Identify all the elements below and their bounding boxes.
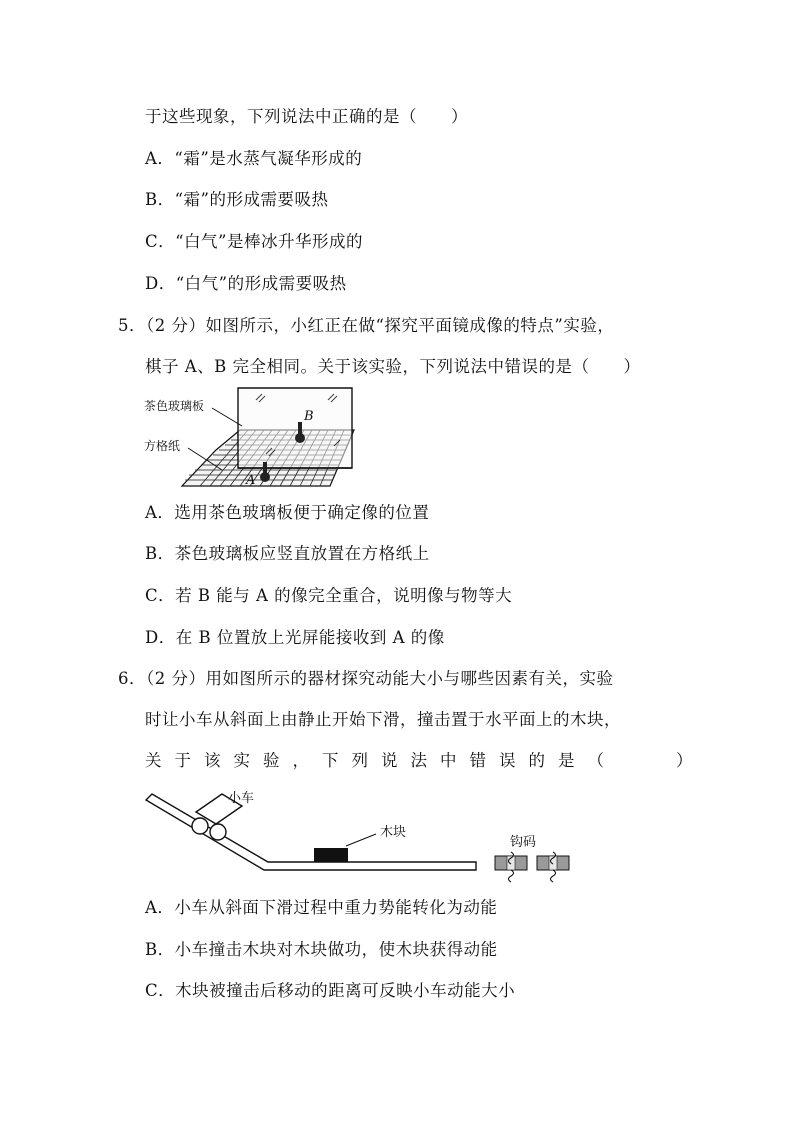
q4-stem-tail: 于这些现象，下列说法中正确的是（ ）: [145, 107, 468, 126]
q6-stem-line1: 6．（2 分）用如图所示的器材探究动能大小与哪些因素有关，实验: [118, 669, 614, 688]
glass-plate: [238, 388, 352, 468]
q4-option-d: D．“白气”的形成需要吸热: [145, 274, 347, 293]
q6-stem-line2: 时让小车从斜面上由静止开始下滑，撞击置于水平面上的木块，: [145, 710, 621, 729]
label-grid-paper: 方格纸: [144, 439, 181, 453]
kinetic-energy-figure: [140, 784, 580, 884]
label-weights: 钩码: [510, 835, 537, 850]
weight-1: [495, 852, 527, 882]
q4-option-b: B．“霜”的形成需要吸热: [145, 190, 329, 209]
q5-stem-line1: 5．（2 分）如图所示，小红正在做“探究平面镜成像的特点”实验，: [118, 316, 615, 335]
q5-option-c: C．若 B 能与 A 的像完全重合，说明像与物等大: [145, 586, 513, 605]
q4-option-a: A．“霜”是水蒸气凝华形成的: [145, 149, 363, 168]
label-glass-plate: 茶色玻璃板: [144, 399, 205, 413]
q5-option-b: B．茶色玻璃板应竖直放置在方格纸上: [145, 544, 430, 563]
q6-option-b: B．小车撞击木块对木块做功，使木块获得动能: [145, 940, 498, 959]
label-cart: 小车: [228, 791, 255, 806]
mirror-experiment-figure: [138, 386, 360, 490]
label-a: A: [246, 473, 256, 488]
q6-option-c: C．木块被撞击后移动的距离可反映小车动能大小: [145, 981, 516, 1000]
label-block-text: 木块: [380, 825, 407, 840]
weight-2: [537, 852, 569, 882]
q6-stem-line3: 关于该实验，下列说法中错误的是（ ）: [145, 751, 706, 770]
q5-option-d: D．在 B 位置放上光屏能接收到 A 的像: [145, 628, 445, 647]
leader-block: [346, 834, 376, 846]
q5-option-a: A．选用茶色玻璃板便于确定像的位置: [145, 503, 430, 522]
q6-option-a: A．小车从斜面下滑过程中重力势能转化为动能: [145, 898, 498, 917]
q4-option-c: C．“白气”是棒冰升华形成的: [145, 232, 363, 251]
wooden-block: [314, 848, 348, 862]
label-b: B: [304, 409, 314, 424]
q5-stem-line2: 棋子 A、B 完全相同。关于该实验，下列说法中错误的是（ ）: [145, 357, 641, 376]
